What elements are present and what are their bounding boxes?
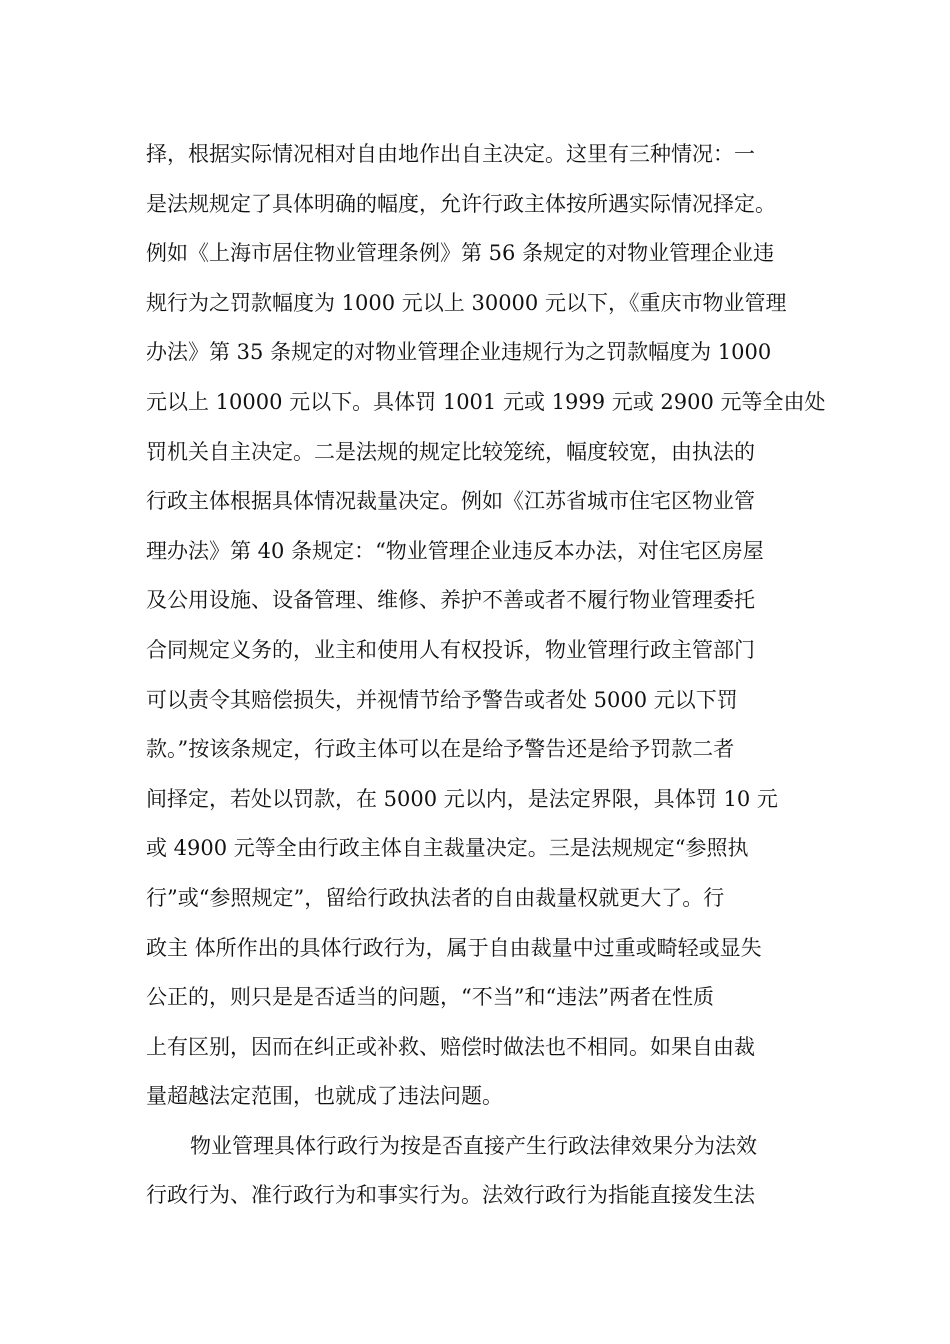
text-line: 元以上 10000 元以下。具体罚 1001 元或 1999 元或 2900 元等全由处: [146, 389, 826, 414]
paragraph-2: [146, 1122, 826, 1221]
text-line: 可以责令其赔偿损失，并视情节给予警告或者处 5000 元以下罚: [146, 687, 738, 712]
text-line: 办法》第 35 条规定的对物业管理企业违规行为之罚款幅度为 1000: [146, 340, 772, 365]
text-line: 例如《上海市居住物业管理条例》第 56 条规定的对物业管理企业违: [146, 241, 775, 266]
text-line: 择，根据实际情况相对自由地作出自主决定。这里有三种情况：一: [146, 142, 755, 166]
text-line: 及公用设施、设备管理、维修、养护不善或者不履行物业管理委托: [146, 588, 755, 613]
text-line: 理办法》第 40 条规定：“物业管理企业违反本办法，对住宅区房屋: [146, 538, 764, 563]
text-line: 上有区别，因而在纠正或补救、赔偿时做法也不相同。如果自由裁: [146, 1034, 755, 1059]
text-line: 或 4900 元等全由行政主体自主裁量决定。三是法规规定“参照执: [146, 836, 749, 861]
text-line: 公正的，则只是是否适当的问题，“不当”和“违法”两者在性质: [146, 985, 714, 1010]
document-body: [146, 130, 826, 1221]
text-line: 物业管理具体行政行为按是否直接产生行政法律效果分为法效: [190, 1133, 757, 1158]
text-line: 合同规定义务的，业主和使用人有权投诉，物业管理行政主管部门: [146, 637, 755, 662]
text-line: 行”或“参照规定”，留给行政执法者的自由裁量权就更大了。行: [146, 885, 725, 910]
text-line: 行政行为、准行政行为和事实行为。法效行政行为指能直接发生法: [146, 1183, 755, 1208]
text-line: 量超越法定范围，也就成了违法问题。: [146, 1084, 503, 1109]
text-line: 罚机关自主决定。二是法规的规定比较笼统，幅度较宽，由执法的: [146, 439, 755, 464]
text-line: 行政主体根据具体情况裁量决定。例如《江苏省城市住宅区物业管: [146, 489, 755, 514]
text-line: 间择定，若处以罚款，在 5000 元以内，是法定界限，具体罚 10 元: [146, 786, 778, 811]
text-line: 政主 体所作出的具体行政行为，属于自由裁量中过重或畸轻或显失: [146, 935, 762, 960]
text-line: 是法规规定了具体明确的幅度，允许行政主体按所遇实际情况择定。: [146, 191, 776, 216]
text-line: 规行为之罚款幅度为 1000 元以上 30000 元以下，《重庆市物业管理: [146, 290, 787, 315]
paragraph-1: [146, 130, 826, 1122]
text-line: 款。”按该条规定，行政主体可以在是给予警告还是给予罚款二者: [146, 737, 735, 762]
